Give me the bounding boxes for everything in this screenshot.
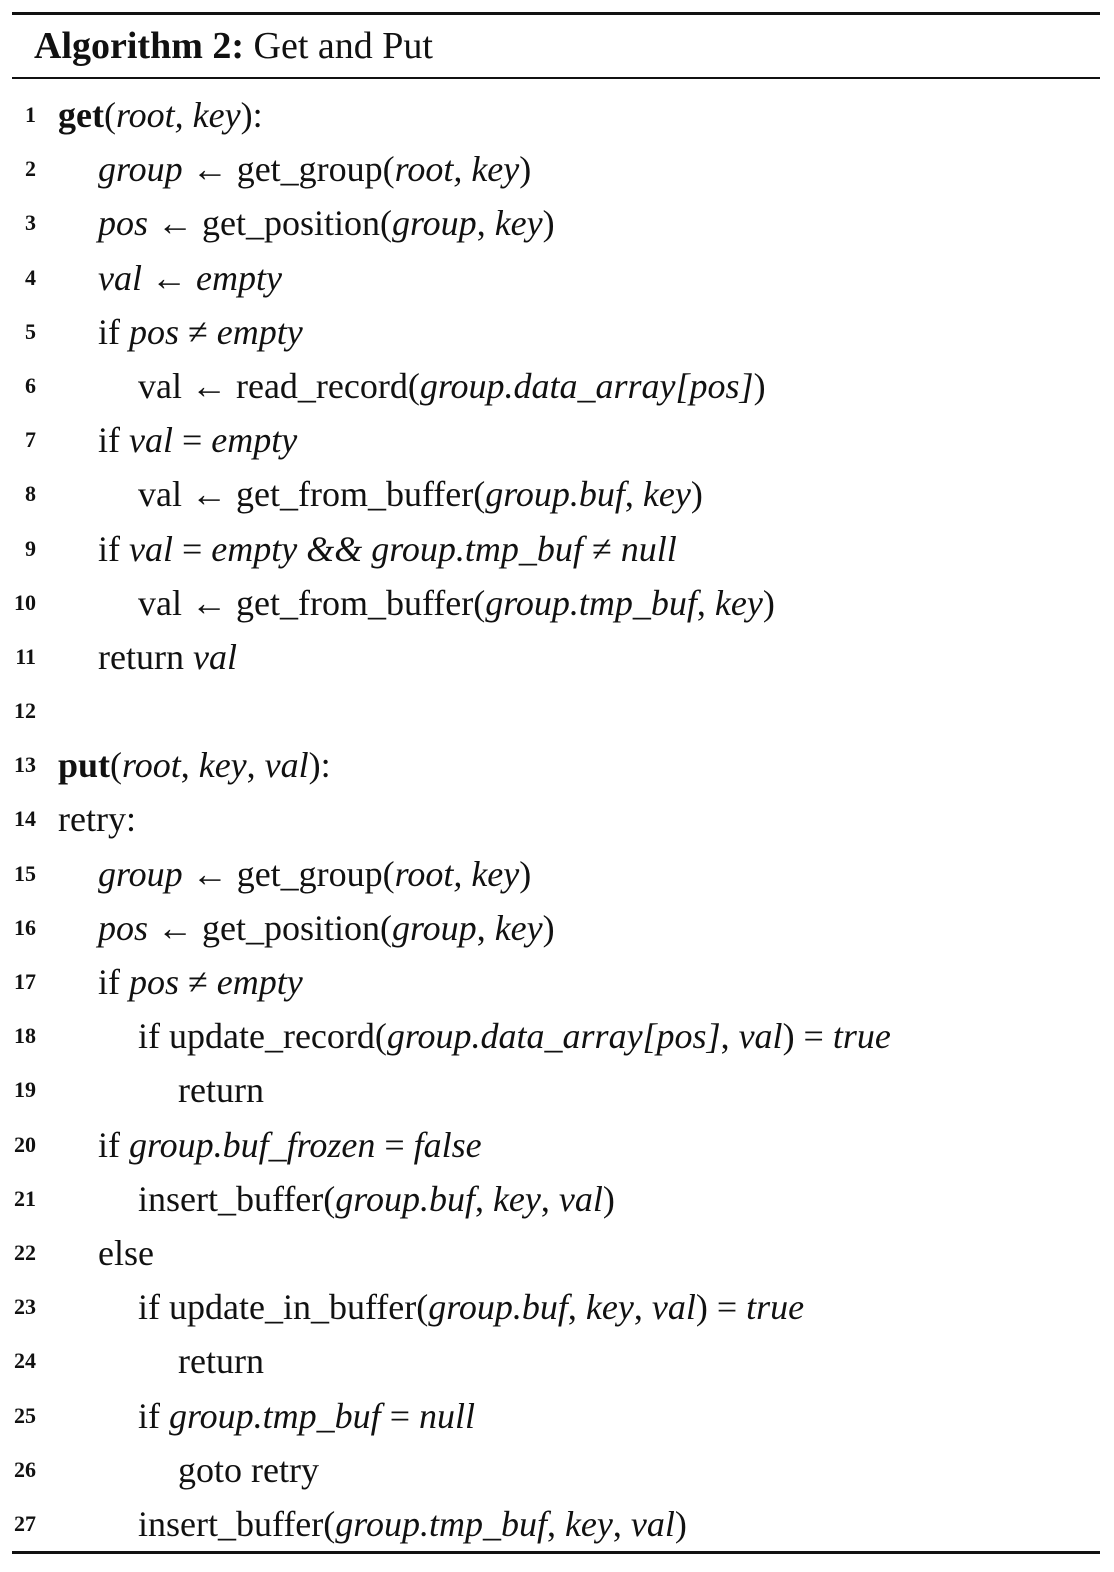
code-token: ) (762, 582, 775, 623)
code-line (12, 847, 1100, 901)
line-number: 22 (14, 1239, 36, 1265)
line-number: 20 (14, 1131, 36, 1157)
code-token: = (172, 420, 212, 461)
line-number: 4 (25, 264, 36, 290)
code-line (12, 359, 1100, 413)
variable-token: group.data_array[pos] (386, 1016, 721, 1057)
variable-token: null (419, 1395, 476, 1436)
variable-token: pos (129, 311, 180, 352)
function-name: get (58, 95, 104, 135)
line-number: 3 (25, 210, 36, 236)
variable-token: val (129, 528, 173, 569)
code-token: , (546, 1503, 565, 1544)
line-number: 1 (25, 102, 36, 127)
code-text (178, 1334, 264, 1388)
variable-token: key (642, 474, 691, 515)
variable-token: false (413, 1124, 482, 1165)
algorithm-caption (12, 15, 1100, 77)
line-number: 19 (14, 1077, 36, 1103)
code-line (12, 1226, 1100, 1280)
code-token: ) (519, 853, 532, 894)
variable-token: root, key (394, 149, 520, 190)
variable-token: root, key (115, 95, 241, 135)
code-token: if update_record( (138, 1016, 387, 1057)
code-text (138, 1172, 615, 1226)
code-token: ) (542, 907, 555, 948)
code-text (98, 955, 303, 1009)
code-token: ← get_position( (148, 907, 392, 948)
code-line (12, 1389, 1100, 1443)
code-token: , (180, 745, 199, 786)
code-token: = (380, 1395, 419, 1436)
line-number: 6 (25, 372, 36, 398)
code-token: val ← get_from_buffer( (138, 474, 486, 515)
variable-token: group.buf (335, 1178, 475, 1219)
code-lines (12, 79, 1100, 1551)
bottom-rule (12, 1551, 1100, 1554)
code-token: ) = (782, 1016, 833, 1057)
code-text (138, 1497, 687, 1551)
variable-token: key (494, 203, 543, 244)
code-text (98, 142, 531, 196)
variable-token: empty (195, 257, 282, 298)
code-token: if (98, 962, 129, 1002)
variable-token: val (630, 1503, 675, 1544)
code-line (12, 1334, 1100, 1388)
code-line (12, 251, 1100, 305)
code-line (12, 142, 1100, 196)
code-token: ← get_group( (182, 853, 395, 894)
variable-token: true (832, 1016, 891, 1057)
code-line (12, 901, 1100, 955)
caption-title: Get and Put (253, 25, 433, 67)
variable-token: group.buf (485, 474, 625, 515)
variable-token: group (98, 853, 183, 894)
code-line (12, 955, 1100, 1009)
line-number: 7 (25, 427, 36, 453)
variable-token: empty (211, 420, 298, 461)
code-token: ) (690, 474, 703, 515)
code-token: , (476, 203, 495, 244)
variable-token: group.tmp_buf (169, 1395, 381, 1436)
line-number: 21 (14, 1185, 36, 1211)
variable-token: group (392, 907, 477, 948)
code-text (98, 196, 555, 250)
line-number: 8 (25, 481, 36, 507)
code-token: retry: (58, 799, 136, 840)
code-text (98, 901, 555, 955)
code-line (12, 196, 1100, 250)
variable-token: group.buf (428, 1287, 568, 1328)
code-token: val ← read_record( (138, 365, 420, 406)
algorithm-block (12, 12, 1100, 1551)
variable-token: pos (129, 962, 180, 1002)
code-line (12, 1118, 1100, 1172)
variable-token: empty && group.tmp_buf (211, 528, 583, 569)
code-token: if (98, 420, 129, 461)
code-text (138, 1280, 804, 1334)
code-token: , (624, 474, 643, 515)
code-token: insert_buffer( (138, 1178, 336, 1219)
code-token: ← get_position( (148, 203, 392, 244)
variable-token: key (198, 745, 247, 786)
variable-token: val (558, 1178, 603, 1219)
line-number: 12 (14, 698, 36, 724)
code-text (98, 305, 303, 359)
variable-token: empty (216, 311, 303, 352)
code-line (12, 522, 1100, 576)
variable-token: key (714, 582, 763, 623)
code-text (138, 1009, 891, 1063)
code-token: , (567, 1287, 586, 1328)
code-token: if (98, 528, 129, 569)
code-line (12, 630, 1100, 684)
code-text (58, 792, 136, 846)
line-number: 27 (14, 1510, 36, 1536)
code-text (58, 88, 263, 142)
code-line (12, 792, 1100, 846)
code-token: ) (519, 149, 532, 190)
variable-token: val (98, 257, 142, 298)
code-token: ) (542, 203, 555, 244)
line-number: 14 (14, 806, 36, 832)
line-number: 24 (14, 1348, 36, 1374)
code-token: if (98, 1124, 129, 1165)
line-number: 23 (14, 1294, 36, 1320)
variable-token: root (122, 745, 181, 786)
code-token: = (172, 528, 212, 569)
variable-token: group.data_array[pos] (419, 365, 754, 406)
code-token: , (474, 1178, 493, 1219)
line-number: 16 (14, 914, 36, 940)
line-number: 25 (14, 1402, 36, 1428)
code-token: , (540, 1178, 559, 1219)
variable-token: val (192, 636, 237, 677)
code-text (98, 1226, 154, 1280)
code-token: = (375, 1124, 414, 1165)
code-token: goto retry (178, 1449, 319, 1490)
code-line (12, 305, 1100, 359)
code-text (98, 251, 282, 305)
code-text (58, 738, 331, 792)
variable-token: group.tmp_buf (335, 1503, 547, 1544)
code-text (138, 467, 703, 521)
caption-label: Algorithm 2: (34, 25, 245, 67)
code-line (12, 88, 1100, 142)
variable-token: key (564, 1503, 613, 1544)
line-number: 10 (14, 589, 36, 615)
code-text (98, 522, 677, 576)
code-token: ← (141, 257, 196, 298)
variable-token: group (98, 149, 183, 190)
variable-token: root, key (394, 853, 520, 894)
line-number: 18 (14, 1023, 36, 1049)
code-token: , (476, 907, 495, 948)
code-token: , (633, 1287, 652, 1328)
code-line (12, 1172, 1100, 1226)
variable-token: group.buf_frozen (129, 1124, 376, 1165)
code-line (12, 1280, 1100, 1334)
code-token: ) (674, 1503, 687, 1544)
variable-token: group (392, 203, 477, 244)
code-token: return (98, 636, 193, 677)
code-token: ← get_group( (182, 149, 395, 190)
code-token: , (696, 582, 715, 623)
code-text (138, 576, 775, 630)
code-line (12, 684, 1100, 738)
code-token: return (178, 1341, 264, 1382)
code-token: insert_buffer( (138, 1503, 336, 1544)
variable-token: true (746, 1287, 805, 1328)
code-token: ≠ (179, 962, 217, 1002)
code-text (98, 847, 531, 901)
line-number: 11 (15, 643, 36, 669)
code-text (178, 1443, 319, 1497)
code-token: ( (110, 745, 123, 786)
line-number: 9 (25, 535, 36, 561)
variable-token: group.tmp_buf (485, 582, 697, 623)
code-token: ≠ (179, 311, 217, 352)
variable-token: empty (216, 962, 303, 1002)
variable-token: key (492, 1178, 541, 1219)
variable-token: key (494, 907, 543, 948)
line-number: 2 (25, 156, 36, 182)
code-line (12, 1009, 1100, 1063)
code-text (98, 413, 297, 467)
code-token: ≠ (582, 528, 621, 569)
code-token: if update_in_buffer( (138, 1287, 429, 1328)
variable-token: val (264, 745, 309, 786)
code-line (12, 1497, 1100, 1551)
code-text (138, 359, 766, 413)
code-token: ) (602, 1178, 615, 1219)
function-name: put (58, 745, 111, 786)
code-token: , (720, 1016, 739, 1057)
code-text (178, 1063, 264, 1117)
code-token: ( (103, 95, 116, 135)
variable-token: key (585, 1287, 634, 1328)
code-token: else (98, 1232, 154, 1273)
code-token: return (178, 1070, 264, 1111)
line-number: 13 (14, 752, 36, 778)
code-token: if (98, 311, 129, 352)
line-number: 15 (14, 860, 36, 886)
code-line (12, 1443, 1100, 1497)
code-token: , (612, 1503, 631, 1544)
code-token: ): (240, 95, 263, 135)
code-token: if (138, 1395, 169, 1436)
line-number: 17 (14, 969, 36, 994)
code-text (98, 1118, 482, 1172)
variable-token: val (651, 1287, 696, 1328)
variable-token: val (738, 1016, 783, 1057)
code-line (12, 738, 1100, 792)
line-number: 5 (25, 318, 36, 344)
code-token: ) (753, 365, 766, 406)
code-token: , (246, 745, 265, 786)
code-text (98, 630, 237, 684)
code-line (12, 576, 1100, 630)
variable-token: null (620, 528, 677, 569)
variable-token: val (129, 420, 173, 461)
variable-token: pos (98, 203, 149, 244)
code-token: ): (308, 745, 331, 786)
code-token: val ← get_from_buffer( (138, 582, 486, 623)
line-number: 26 (14, 1456, 36, 1482)
code-token: ) = (695, 1287, 747, 1328)
code-text (138, 1389, 475, 1443)
code-line (12, 413, 1100, 467)
variable-token: pos (98, 907, 149, 948)
code-line (12, 1063, 1100, 1117)
code-line (12, 467, 1100, 521)
